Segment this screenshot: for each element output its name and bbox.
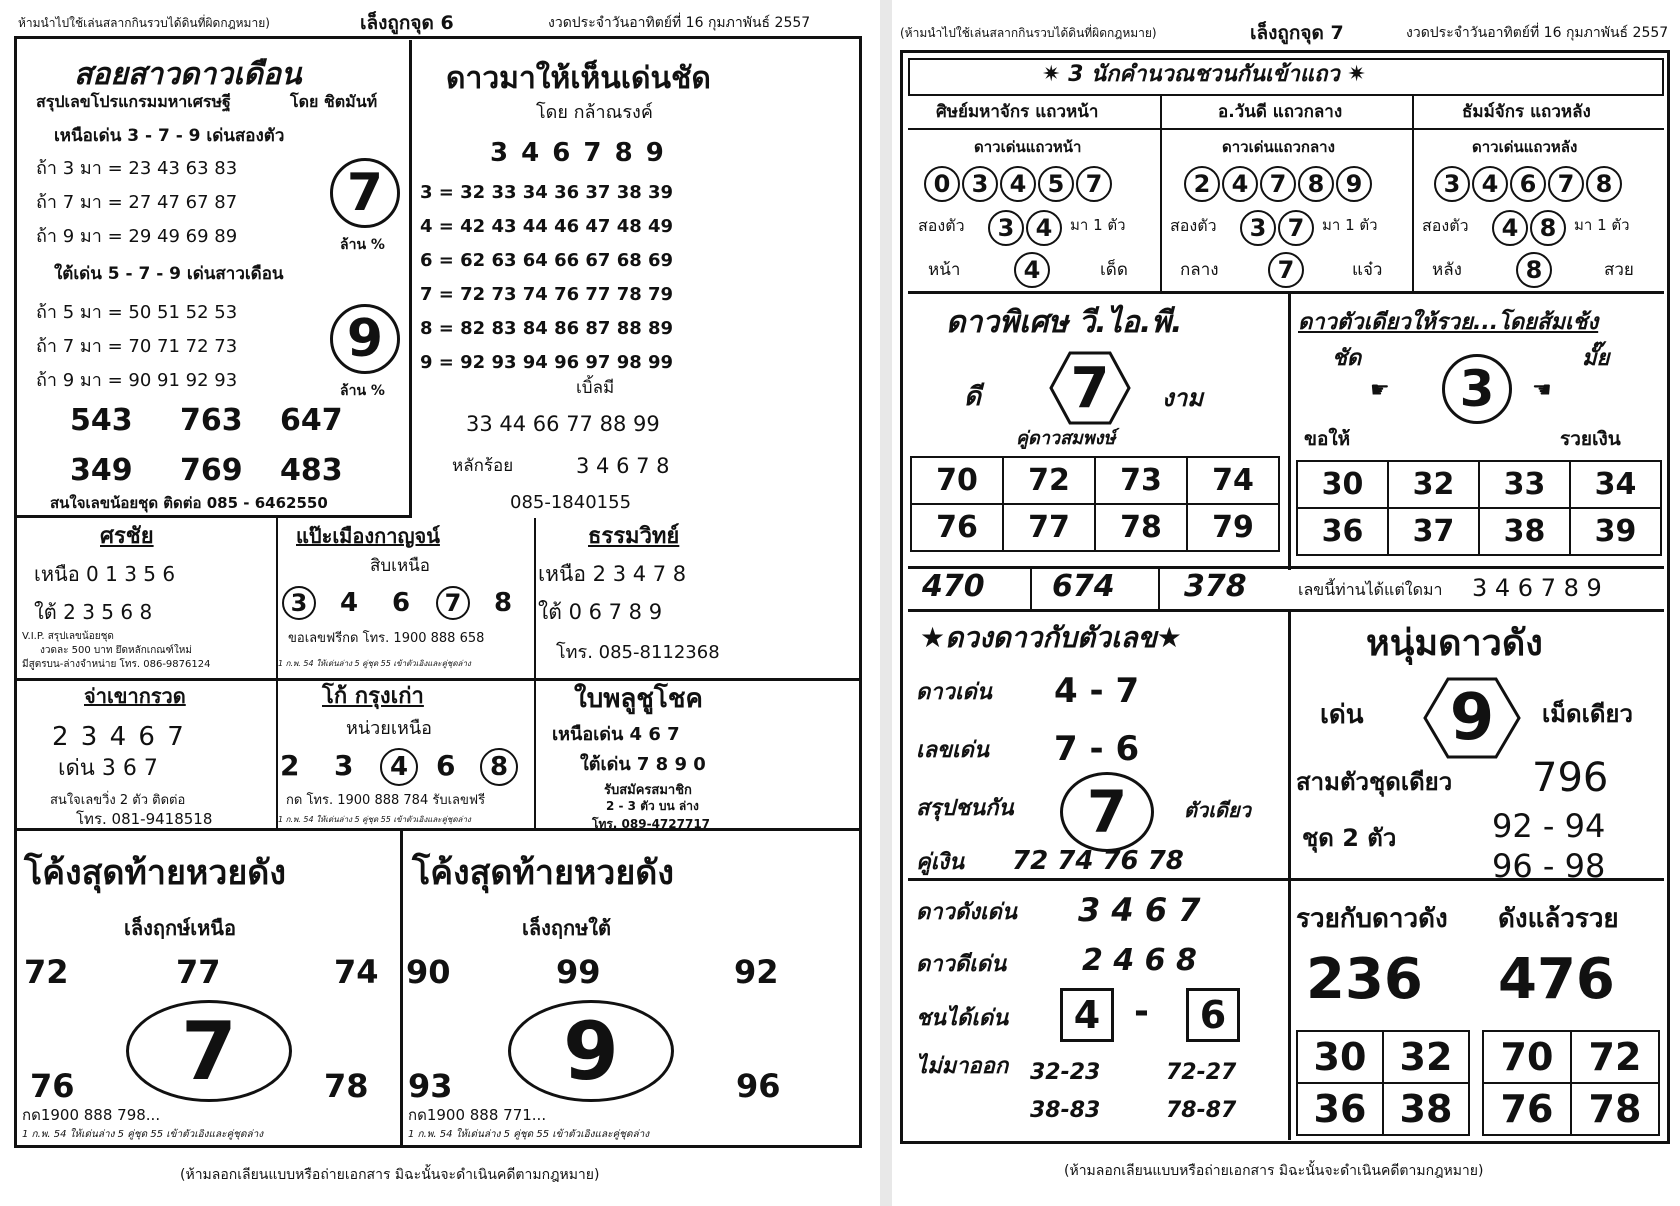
single-cell: 32: [1388, 461, 1479, 508]
header-title: เล็งถูกจุด 7: [1250, 22, 1344, 44]
col-ma: มา 1 ตัว: [1574, 216, 1630, 234]
bottom-r3-label: ชนได้เด่น: [916, 1006, 1009, 1031]
star-icon: ✷: [1042, 62, 1069, 87]
page-gutter: [880, 0, 892, 1206]
ruay-cell: 70: [1483, 1031, 1571, 1083]
not-num: 78-87: [1166, 1098, 1237, 1123]
header-date: งวดประจำวันอาทิตย์ที่ 16 กุมภาพันธ์ 2557: [1406, 25, 1669, 41]
dao-row: 4 = 42 43 44 46 47 48 49: [420, 216, 674, 237]
kong2-num: 92: [734, 953, 779, 991]
col-digit: 6: [1510, 166, 1546, 202]
kong1-num: 74: [334, 953, 379, 991]
dao-row: 8 = 82 83 84 86 87 88 89: [420, 318, 674, 339]
point-right-icon: ☛: [1370, 378, 1390, 403]
col-end: แจ๋ว: [1352, 260, 1383, 280]
single-big: 3: [1442, 354, 1512, 424]
duang-r2: 7 - 6: [1054, 729, 1140, 769]
soi-three: 543: [70, 403, 133, 438]
kong2-num: 93: [408, 1067, 453, 1105]
vip-cell: 73: [1095, 457, 1187, 504]
soi-south-row: ถ้า 7 มา = 70 71 72 73: [36, 336, 238, 357]
dao-row: 9 = 92 93 94 96 97 98 99: [420, 352, 674, 373]
num-three-label: สามตัวชุดเดียว: [1296, 768, 1453, 796]
single-right: มั๊ย: [1582, 346, 1610, 371]
soi-three: 769: [180, 453, 243, 488]
col-star: 8: [1516, 252, 1552, 288]
kong2-big: 9: [508, 1000, 674, 1102]
num-three: 796: [1532, 755, 1609, 801]
banner-text: 3 นักคำนวณชวนกันเข้าแถว: [1068, 62, 1340, 87]
kong1-call: กด1900 888 798...: [22, 1106, 161, 1124]
single-br: รวยเงิน: [1560, 428, 1621, 450]
col-name: ศิษย์มหาจักร แถวหน้า: [936, 102, 1099, 122]
num-lead: เด่น: [1320, 700, 1364, 730]
single-left: ชัด: [1332, 346, 1362, 371]
single-cell: 30: [1297, 461, 1388, 508]
header-notice: ห้ามนำไปใช้เล่นสลากกินรวบได้ดินที่ผิดกฎหมาย): [18, 16, 270, 30]
ko-digit: 8: [480, 748, 518, 786]
paa-digit: 6: [392, 588, 411, 618]
ruay-cell: 36: [1297, 1083, 1383, 1135]
kong1-num: 76: [30, 1067, 75, 1105]
num-title: หนุ่มดาวดัง: [1366, 623, 1543, 664]
dao-phone: 085-1840155: [510, 492, 632, 513]
sorachai-note: V.I.P. สรุปเลขน้อยชุด: [22, 631, 114, 642]
kong2-num: 99: [556, 953, 601, 991]
bottom-box1: 4: [1060, 988, 1114, 1042]
ruay-big: 476: [1498, 947, 1615, 1012]
kong1-note: 1 ก.พ. 54 ให้เด่นล่าง 5 คู่ชุด 55 เข้าตัวเอิงและคู่ชุดล่าง: [22, 1129, 264, 1140]
dao-hundreds: 3 4 6 7 8: [576, 454, 670, 478]
ruay-big: 236: [1306, 947, 1423, 1012]
num-set-label: ชุด 2 ตัว: [1302, 824, 1397, 852]
duang-r3-label: สรุปชนกัน: [916, 796, 1014, 821]
soi-three: 647: [280, 403, 343, 438]
single-cell: 39: [1570, 508, 1661, 555]
vip-cell: 79: [1187, 504, 1279, 551]
bottom-r2: 2 4 6 8: [1082, 943, 1197, 978]
dao-hundreds-label: หลักร้อย: [452, 456, 514, 476]
paa-digit: 3: [282, 586, 316, 620]
sorachai-south: ใต้ 2 3 5 6 8: [34, 600, 153, 624]
col-digit: 5: [1038, 166, 1074, 202]
sorachai-north: เหนือ 0 1 3 5 6: [34, 562, 176, 586]
soi-north-row: ถ้า 7 มา = 27 47 67 87: [36, 192, 238, 213]
vip-right: งาม: [1162, 384, 1204, 412]
ko-digit: 3: [334, 749, 354, 782]
single-cell: 33: [1479, 461, 1570, 508]
dao-row: 7 = 72 73 74 76 77 78 79: [420, 284, 674, 305]
ko-note: 1 ก.พ. 54 ให้เด่นล่าง 5 คู่ชุด 55 เข้าตัวเอิงและคู่ชุดล่าง: [278, 815, 471, 824]
num-big-text: 9: [1449, 681, 1495, 755]
sorachai-title: ศรชัย: [100, 524, 154, 549]
col-sub: ดาวเด่นแถวกลาง: [1222, 138, 1335, 156]
jakrot-lead: เด่น 3 6 7: [58, 756, 158, 781]
kong2-call: กด1900 888 771...: [408, 1106, 547, 1124]
bottom-r4-label: ไม่มาออก: [916, 1054, 1009, 1079]
bottom-box2: 6: [1186, 988, 1240, 1042]
col-star: 7: [1268, 252, 1304, 288]
dao-row: 6 = 62 63 64 66 67 68 69: [420, 250, 674, 271]
header-notice: (ห้ามนำไปใช้เล่นสลากกินรวบได้ดินที่ผิดกฎหมาย): [900, 26, 1157, 40]
col-digit: 0: [924, 166, 960, 202]
footer-note: (ห้ามลอกเลียนแบบหรือถ่ายเอกสาร มิฉะนั้นจะดำเนินคดีตามกฎหมาย): [1064, 1163, 1484, 1179]
single-cell: 34: [1570, 461, 1661, 508]
vip-cell: 72: [1003, 457, 1095, 504]
soi-three: 483: [280, 453, 343, 488]
ruay-cell: 38: [1383, 1083, 1469, 1135]
paa-digit: 7: [436, 586, 470, 620]
col-digit: 8: [1586, 166, 1622, 202]
dao-row: 3 = 32 33 34 36 37 38 39: [420, 182, 674, 203]
col-pos: หลัง: [1432, 260, 1462, 280]
kong1-num: 72: [24, 953, 69, 991]
dao-author: โดย กล้าณรงค์: [536, 102, 653, 123]
paa-digit: 8: [494, 588, 513, 618]
soi-south-big: 9: [330, 304, 400, 374]
kong1-title: โค้งสุดท้ายหวยดัง: [24, 853, 286, 893]
dao-bonus: 33 44 66 77 88 99: [466, 412, 660, 436]
col-digit: 7: [1548, 166, 1584, 202]
jakrot-note: สนใจเลขวิ่ง 2 ตัว ติดต่อ: [50, 793, 186, 808]
vip-big-text: 7: [1070, 355, 1110, 421]
jakrot-title: จ่าเขากรวด: [84, 684, 186, 708]
dao-title: ดาวมาให้เห็นเด่นชัด: [446, 61, 711, 96]
single-cell: 38: [1479, 508, 1570, 555]
kong1-num: 78: [324, 1067, 369, 1105]
bai-title: ใบพลูชูโชค: [574, 684, 703, 714]
ruay-cell: 76: [1483, 1083, 1571, 1135]
not-num: 72-27: [1166, 1060, 1237, 1085]
col-two: 3: [1240, 210, 1276, 246]
three-num: 674: [1052, 569, 1115, 604]
col-pos: หน้า: [928, 260, 961, 280]
vip-title: ดาวพิเศษ วี.ไอ.พี.: [946, 305, 1183, 340]
bottom-dash: -: [1134, 991, 1149, 1032]
kong1-big: 7: [126, 1000, 292, 1102]
vip-big: [1048, 350, 1132, 426]
bai-member: รับสมัครสมาชิก: [604, 783, 692, 798]
num-tail: เม็ดเดียว: [1542, 700, 1633, 728]
col-ma: มา 1 ตัว: [1322, 216, 1378, 234]
ruay-cell: 72: [1571, 1031, 1659, 1083]
duang-r4-label: คู่เงิน: [916, 850, 965, 875]
header-date: งวดประจำวันอาทิตย์ที่ 16 กุมภาพันธ์ 2557: [548, 15, 811, 31]
col-digit: 3: [1434, 166, 1470, 202]
soi-north-big: 7: [330, 158, 400, 228]
duang-r3-right: ตัวเดียว: [1184, 798, 1251, 822]
num-big: [1422, 676, 1522, 760]
soi-three: 349: [70, 453, 133, 488]
jakrot-digits: 2 3 4 6 7: [52, 722, 186, 752]
ruay-left: รวยกับดาวดัง: [1296, 904, 1448, 934]
dao-bonus-label: เบิ้ลมี: [576, 378, 615, 398]
jakrot-phone: โทร. 081-9418518: [76, 810, 213, 828]
kong1-num: 77: [176, 953, 221, 991]
paa-ask: ขอเลขฟรีกด โทร. 1900 888 658: [288, 631, 485, 646]
single-title: ดาวตัวเดียวให้รวย...โดยส้มเช้ง: [1298, 310, 1599, 335]
three-num: 378: [1184, 569, 1247, 604]
ruay-grid-a: [1296, 1030, 1470, 1136]
kong2-note: 1 ก.พ. 54 ให้เด่นล่าง 5 คู่ชุด 55 เข้าตัวเอิงและคู่ชุดล่าง: [408, 1129, 650, 1140]
ko-sub: หน่วยเหนือ: [346, 718, 432, 739]
ko-digit: 2: [280, 749, 300, 782]
kong2-sub: เล็งฤกษใต้: [522, 916, 612, 940]
ruay-cell: 78: [1571, 1083, 1659, 1135]
right-page: [892, 0, 1680, 1206]
duang-r1-label: ดาวเด่น: [916, 680, 992, 705]
lucky-digits: 3 4 6 7 8 9: [1472, 574, 1602, 602]
footer-note: (ห้ามลอกเลียนแบบหรือถ่ายเอกสาร มิฉะนั้นจะดำเนินคดีตามกฎหมาย): [180, 1167, 600, 1183]
paa-title: แป๊ะเมืองกาญจน์: [296, 524, 440, 548]
col-end: สวย: [1604, 260, 1634, 280]
vip-cell: 77: [1003, 504, 1095, 551]
duang-r1: 4 - 7: [1054, 671, 1140, 711]
col-two: 3: [988, 210, 1024, 246]
ko-digit: 6: [436, 749, 456, 782]
soi-percent: ล้าน %: [340, 383, 385, 399]
star-icon: ✷: [1339, 62, 1366, 87]
bai-north: เหนือเด่น 4 6 7: [552, 724, 680, 745]
col-digit: 3: [962, 166, 998, 202]
vip-grid: [910, 456, 1280, 552]
soi-author: โดย ชิตมันท์: [290, 92, 378, 111]
soi-north-line: เหนือเด่น 3 - 7 - 9 เด่นสองตัว: [54, 126, 285, 146]
bottom-r1-label: ดาวดังเด่น: [916, 900, 1017, 925]
bai-south: ใต้เด่น 7 8 9 0: [580, 754, 706, 775]
col-sub: ดาวเด่นแถวหน้า: [974, 138, 1082, 156]
ko-title: โก้ กรุงเก่า: [322, 684, 424, 709]
col-digit: 2: [1184, 166, 1220, 202]
col-pos: กลาง: [1180, 260, 1219, 280]
soi-title: สอยสาวดาวเดือน: [74, 57, 302, 92]
col-two-label: สองตัว: [1422, 216, 1469, 235]
col-digit: 7: [1076, 166, 1112, 202]
thamma-phone: โทร. 085-8112368: [556, 642, 720, 663]
single-cell: 36: [1297, 508, 1388, 555]
ruay-cell: 32: [1383, 1031, 1469, 1083]
soi-three: 763: [180, 403, 243, 438]
num-set: 96 - 98: [1492, 847, 1606, 885]
thamma-title: ธรรมวิทย์: [588, 524, 680, 549]
single-grid: [1296, 460, 1662, 556]
soi-subtitle: สรุปเลขโปรแกรมมหาเศรษฐี: [36, 92, 231, 111]
duang-r2-label: เลขเด่น: [916, 738, 989, 763]
soi-percent: ล้าน %: [340, 237, 385, 253]
point-left-icon: ☚: [1532, 378, 1552, 403]
soi-contact: สนใจเลขน้อยชุด ติดต่อ 085 - 6462550: [50, 494, 328, 512]
col-two: 8: [1530, 210, 1566, 246]
three-num: 470: [922, 569, 985, 604]
thamma-south: ใต้ 0 6 7 8 9: [538, 600, 663, 624]
vip-cell: 78: [1095, 504, 1187, 551]
col-star: 4: [1014, 252, 1050, 288]
thamma-north: เหนือ 2 3 4 7 8: [538, 562, 687, 586]
col-digit: 7: [1260, 166, 1296, 202]
bottom-r1: 3 4 6 7: [1078, 891, 1201, 929]
paa-digit: 4: [340, 588, 359, 618]
col-end: เด็ด: [1100, 260, 1128, 280]
col-two: 7: [1278, 210, 1314, 246]
col-digit: 8: [1298, 166, 1334, 202]
soi-south-line: ใต้เด่น 5 - 7 - 9 เด่นสาวเดือน: [54, 264, 284, 284]
soi-north-row: ถ้า 9 มา = 29 49 69 89: [36, 226, 238, 247]
paa-note: 1 ก.พ. 54 ให้เด่นล่าง 5 คู่ชุด 55 เข้าตัวเอิงและคู่ชุดล่าง: [278, 659, 471, 668]
sorachai-note: งวดละ 500 บาท ยึดหลักเกณฑ์ใหม่: [40, 645, 192, 656]
kong2-num: 90: [406, 953, 451, 991]
col-ma: มา 1 ตัว: [1070, 216, 1126, 234]
vip-cell: 70: [911, 457, 1003, 504]
col-two: 4: [1492, 210, 1528, 246]
header-title: เล็งถูกจุด 6: [360, 12, 454, 34]
num-set: 92 - 94: [1492, 807, 1606, 845]
bottom-r2-label: ดาวดีเด่น: [916, 952, 1007, 977]
ruay-grid-b: [1482, 1030, 1660, 1136]
duang-title: ★ดวงดาวกับตัวเลข★: [920, 621, 1182, 654]
soi-north-row: ถ้า 3 มา = 23 43 63 83: [36, 158, 238, 179]
ruay-cell: 30: [1297, 1031, 1383, 1083]
col-sub: ดาวเด่นแถวหลัง: [1472, 138, 1578, 156]
col-name: ธัมม์จักร แถวหลัง: [1462, 102, 1591, 122]
col-digit: 4: [1472, 166, 1508, 202]
col-two-label: สองตัว: [918, 216, 965, 235]
single-cell: 37: [1388, 508, 1479, 555]
lucky-label: เลขนี้ท่านได้แต่ใดมา: [1298, 580, 1443, 599]
vip-cell: 74: [1187, 457, 1279, 504]
bai-phone: โทร. 089-4727717: [592, 817, 711, 831]
col-two-label: สองตัว: [1170, 216, 1217, 235]
ruay-right: ดังแล้วรวย: [1498, 904, 1619, 934]
vip-cell: 76: [911, 504, 1003, 551]
dao-digits: 3 4 6 7 8 9: [490, 138, 666, 168]
duang-r4: 72 74 76 78: [1012, 846, 1184, 876]
soi-south-row: ถ้า 5 มา = 50 51 52 53: [36, 302, 238, 323]
not-num: 32-23: [1030, 1060, 1101, 1085]
col-digit: 9: [1336, 166, 1372, 202]
duang-big: 7: [1060, 772, 1154, 852]
ko-digit: 4: [380, 748, 418, 786]
col-digit: 4: [1000, 166, 1036, 202]
ko-ask: กด โทร. 1900 888 784 รับเลขฟรี: [286, 793, 486, 808]
kong2-title: โค้งสุดท้ายหวยดัง: [412, 853, 674, 893]
kong2-num: 96: [736, 1067, 781, 1105]
vip-left: ดี: [964, 382, 981, 412]
paa-sub: สิบเหนือ: [370, 556, 431, 576]
not-num: 38-83: [1030, 1098, 1101, 1123]
col-name: อ.วันดี แถวกลาง: [1218, 102, 1343, 122]
banner-title: [1042, 64, 1366, 86]
vip-sub: คู่ดาวสมพงษ์: [1016, 428, 1116, 449]
bai-member2: 2 - 3 ตัว บน ล่าง: [606, 799, 699, 813]
single-bl: ขอให้: [1304, 428, 1351, 450]
kong1-sub: เล็งฤกษ์เหนือ: [124, 916, 236, 940]
soi-south-row: ถ้า 9 มา = 90 91 92 93: [36, 370, 238, 391]
col-digit: 4: [1222, 166, 1258, 202]
col-two: 4: [1026, 210, 1062, 246]
sorachai-note: มีสูตรบน-ล่างจำหน่าย โทร. 086-9876124: [22, 659, 211, 670]
